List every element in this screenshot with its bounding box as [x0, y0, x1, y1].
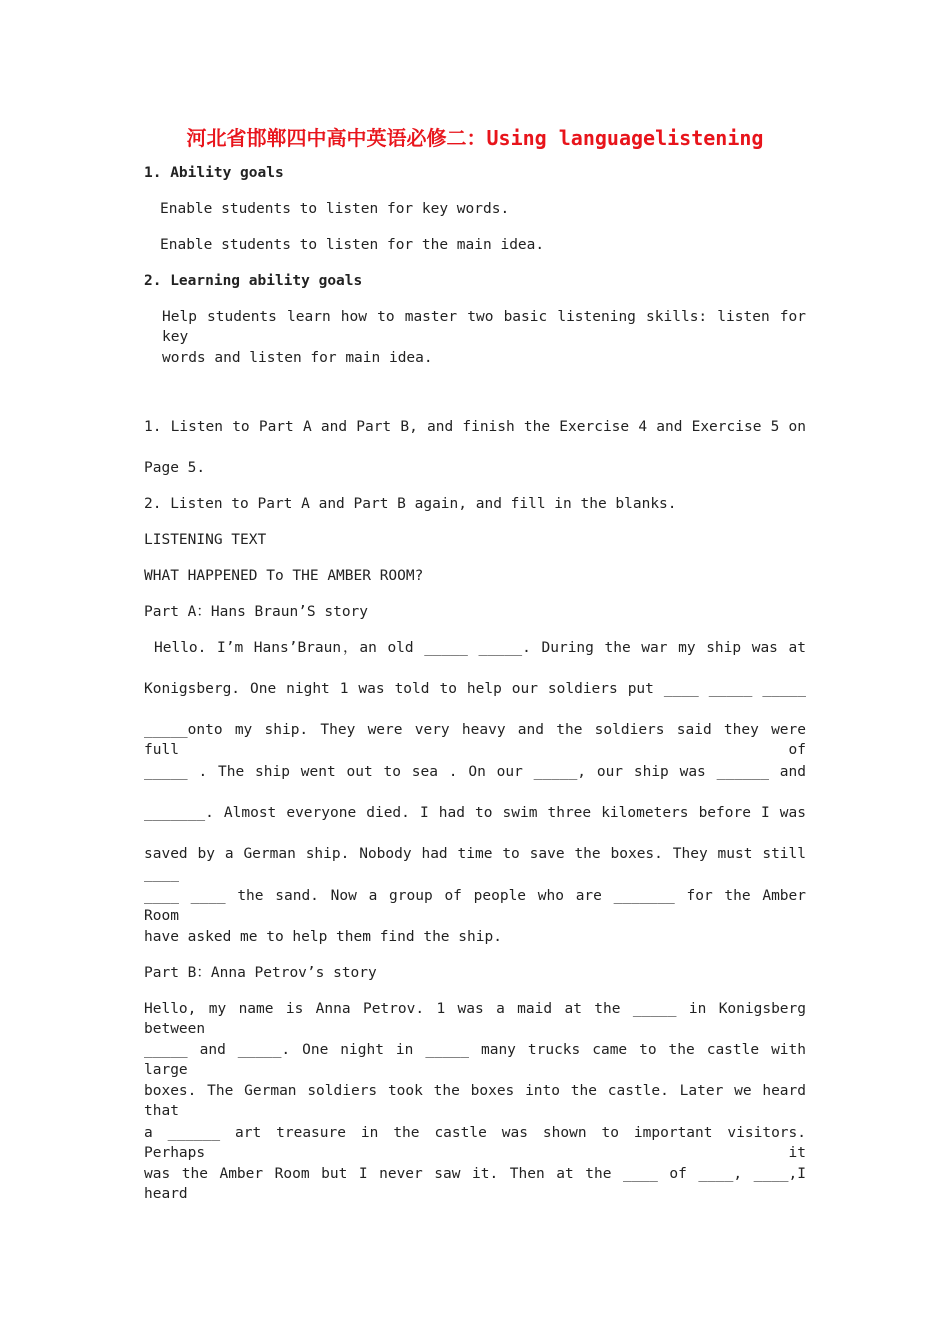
part-a-heading: Part A：Hans Braun’S story: [144, 604, 369, 620]
listening-text-label: LISTENING TEXT: [144, 532, 267, 548]
part-a-line: have asked me to help them find the ship.: [144, 929, 502, 945]
part-a-line: _______. Almost everyone died. I had to swim three kilometers before I was: [144, 805, 806, 821]
task-line: 1. Listen to Part A and Part B, and finish the Exercise 4 and Exercise 5 on: [144, 419, 806, 435]
learning-goal-line: words and listen for main idea.: [162, 350, 433, 366]
part-b-line: _____ and _____. One night in _____ many trucks came to the castle with large: [144, 1042, 806, 1078]
part-b-line: Hello, my name is Anna Petrov. 1 was a maid at the _____ in Konigsberg between: [144, 1001, 806, 1037]
part-a-line: Konigsberg. One night 1 was told to help our soldiers put ____ _____ _____: [144, 681, 806, 697]
part-b-line: was the Amber Room but I never saw it. Then at the ____ of ____, ____,I heard: [144, 1166, 806, 1202]
ability-goal-line: Enable students to listen for key words.: [160, 201, 510, 217]
ability-goal-line: Enable students to listen for the main idea.: [160, 237, 545, 253]
part-b-heading: Part B：Anna Petrov’s story: [144, 965, 377, 981]
part-a-line: saved by a German ship. Nobody had time to save the boxes. They must still ____: [144, 846, 806, 882]
part-b-line: boxes. The German soldiers took the boxes into the castle. Later we heard that: [144, 1083, 806, 1119]
story-title: WHAT HAPPENED To THE AMBER ROOM?: [144, 568, 424, 584]
task-line: 2. Listen to Part A and Part B again, and fill in the blanks.: [144, 496, 677, 512]
part-a-line: _____onto my ship. They were very heavy and the soldiers said they were full of: [144, 722, 806, 758]
ability-goals-heading: 1. Ability goals: [144, 165, 284, 181]
page-title: 河北省邯郸四中高中英语必修二：Using languagelistening: [186, 126, 764, 150]
learning-goals-heading: 2. Learning ability goals: [144, 273, 363, 289]
task-line: Page 5.: [144, 460, 206, 476]
part-b-line: a ______ art treasure in the castle was shown to important visitors. Perhaps it: [144, 1125, 806, 1161]
learning-goal-line: Help students learn how to master two basic listening skills: listen for key: [162, 309, 806, 345]
part-a-line: ____ ____ the sand. Now a group of people who are _______ for the Amber Room: [144, 888, 806, 924]
part-a-line: Hello. I’m Hans’Braun，an old _____ _____. During the war my ship was at: [154, 640, 806, 656]
part-a-line: _____ . The ship went out to sea . On our _____, our ship was ______ and: [144, 764, 806, 780]
